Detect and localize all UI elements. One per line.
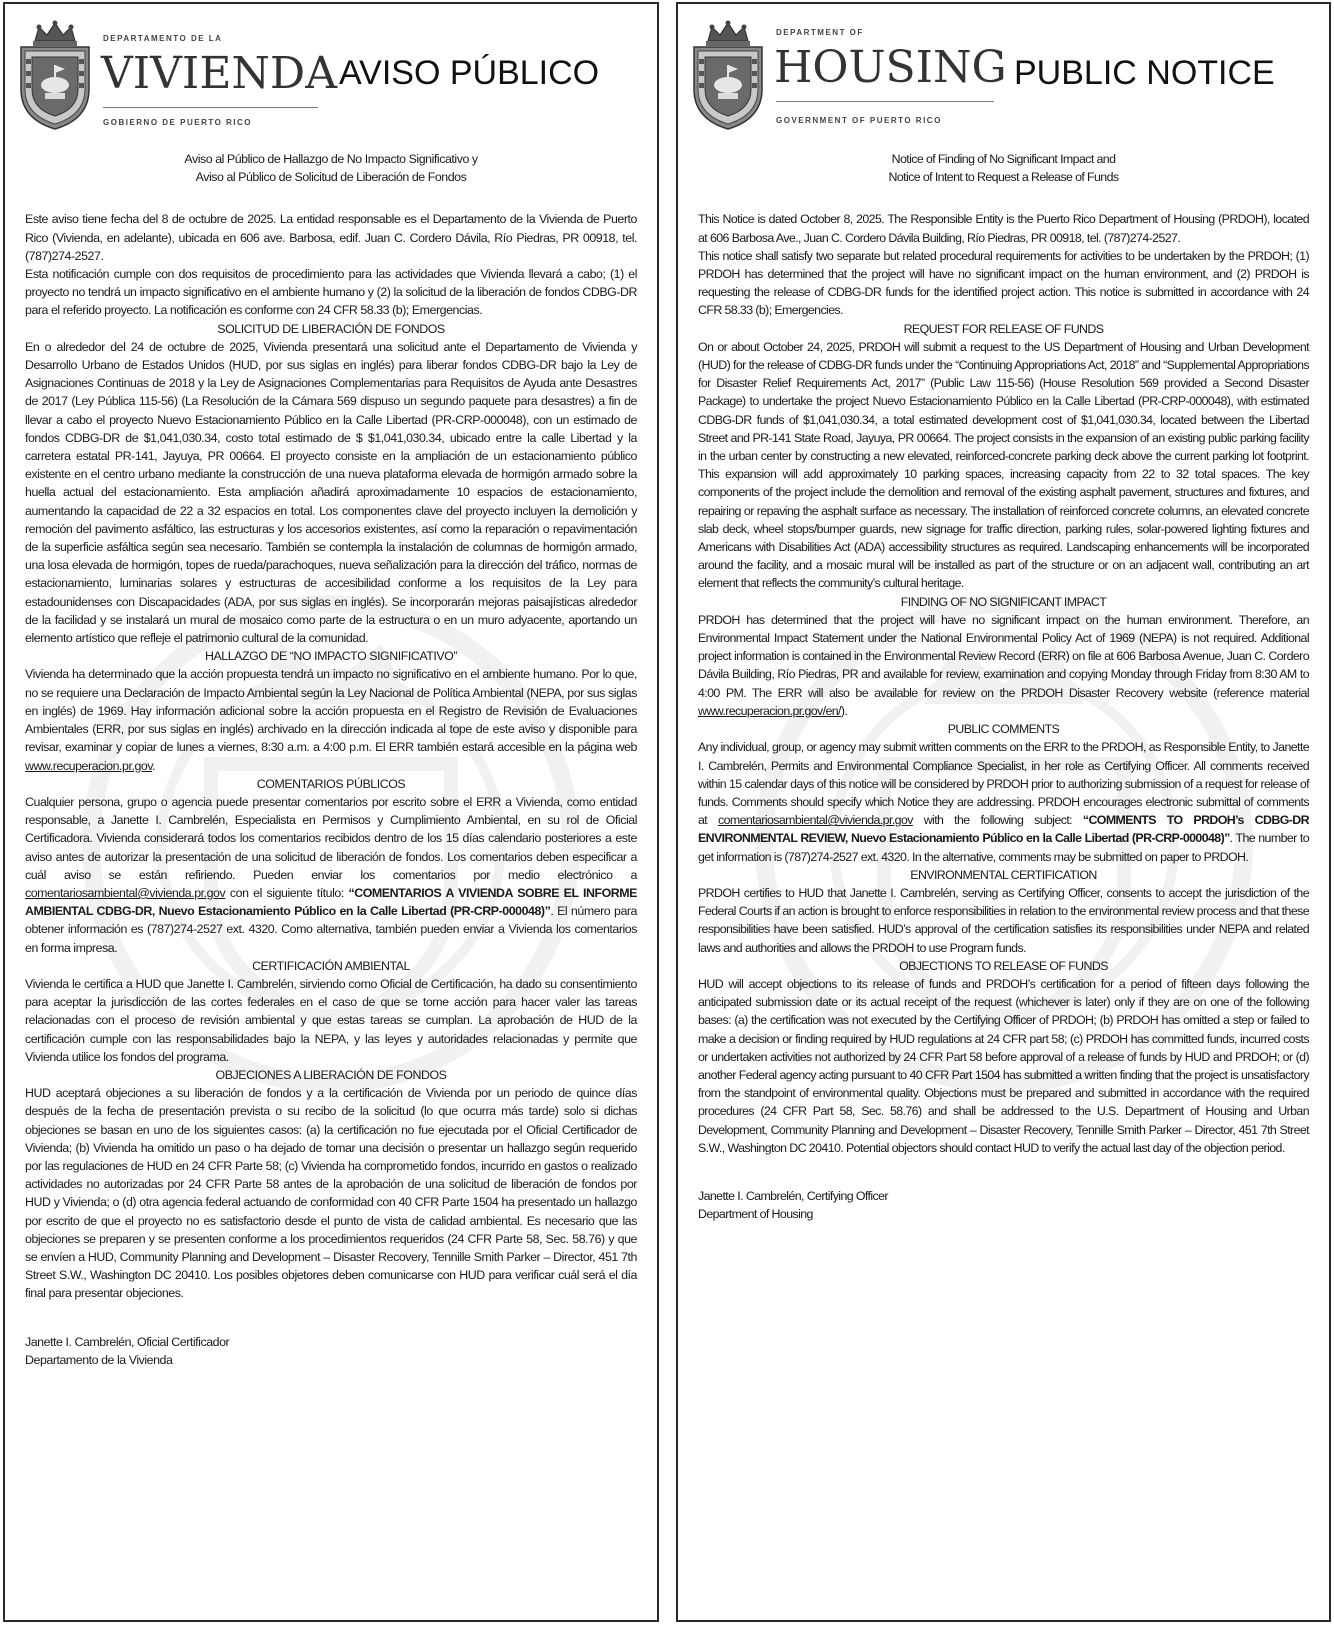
signature-block	[698, 1187, 1309, 1223]
signature-name: Janette I. Cambrelén, Certifying Officer	[698, 1188, 888, 1203]
puerto-rico-seal-icon	[688, 19, 768, 131]
comments-text-c: . The number to get information is (787)274-2527 ext. 4320. In the alternative, comments may be submitted on paper to PRDOH.	[698, 831, 1309, 864]
recuperacion-link[interactable]: www.recuperacion.pr.gov/en/	[698, 703, 841, 718]
notice-subtitle	[25, 150, 637, 186]
section-body-objections: HUD aceptará objeciones a su liberación de fondos y a la certificación de Vivienda por un periodo de quince días después de la fecha de presentación prevista o su recibo de la solicitud (lo que ocurra más tarde) solo si dichas objeciones se basan en uno de los siguientes casos: (a) la certificación no fue ejecutada por el Oficial Certificador de Vivienda; (b) Vivienda ha omitido un paso o ha dejado de tomar una decisión o presentar un hallazgo según requerido por las regulaciones de HUD en 24 CFR Parte 58; (c) Vivienda ha comprometido fondos, incurrido en gastos o realizado actividades no autorizadas por 24 CFR Parte 58 antes de la aprobación de una solicitud de liberación de fondos por HUD y Vivienda; o (d) otra agencia federal actuando de conformidad con 40 CFR Parte 1504 ha presentado un hallazgo por escrito de que el proyecto no es satisfactorio desde el punto de vista de calidad ambiental. Es necesario que las objeciones se preparen y se presenten conforme a los procedimientos requeridos (24 CFR Parte 58, Sec. 58.76) y que se envíen a HUD, Community Planning and Development – Disaster Recovery, Tennille Smith Parker – Director, 451 7th Street S.W., Washington DC 20410. Los posibles objetores deben comunicarse con HUD para verificar cuál será el día final para presentar objeciones.	[25, 1086, 637, 1301]
section-heading-environmental-certification: CERTIFICACIÓN AMBIENTAL	[252, 958, 410, 973]
logo-dept-name: VIVIENDA	[101, 48, 337, 99]
no-impact-text: Vivienda ha determinado que la acción propuesta tendrá un impacto no significativo en el ambiente humano. Por lo que, no se requiere una Declaración de Impacto Ambiental según la Ley Nacional de Política Ambiental (NEPA, por sus siglas en inglés) de 1969. Hay información adicional sobre la acción propuesta en el Registro de Revisión de Evaluaciones Ambientales (ERR, por sus siglas en inglés) archivado en la dirección indicada al tope de este aviso y disponible para revisar, examinar y copiar de lunes a viernes, 8:30 a.m. a 4:00 p.m. El ERR también estará accesible en la página web	[25, 667, 637, 755]
section-body-public-comments	[698, 738, 1309, 865]
recuperacion-link[interactable]: www.recuperacion.pr.gov	[25, 758, 153, 773]
section-body-environmental-certification: PRDOH certifies to HUD that Janette I. Cambrelén, serving as Certifying Officer, consents to accept the jurisdiction of the Federal Courts if an action is brought to enforce responsibilities in relation to the environmental review process and that these responsibilities have been satisfied. HUD’s approval of the certification satisfies its responsibilities under NEPA and related laws and authorities and allows the PRDOH to use Program funds.	[698, 885, 1309, 955]
subtitle-line-2: Notice of Intent to Request a Release of Funds	[888, 170, 1119, 185]
logo-rule	[103, 107, 318, 108]
intro-paragraph-1: This Notice is dated October 8, 2025. The Responsible Entity is the Puerto Rico Department of Housing (PRDOH), located at 606 Barbosa Ave., Juan C. Cordero Dávila Building, Río Piedras, PR 00918, tel. (787)274-2527.	[698, 212, 1309, 245]
logo-gov: GOVERNMENT OF PUERTO RICO	[776, 116, 942, 125]
notice-panel-english	[676, 2, 1331, 1622]
comments-text-c: . El número para obtener información es (787)274-2527 ext. 4320. Como alternativa, también pueden enviar a Vivienda los comentarios en forma impresa.	[25, 904, 637, 955]
section-body-public-comments	[25, 793, 637, 957]
subtitle-line-2: Aviso al Público de Solicitud de Liberación de Fondos	[195, 170, 467, 185]
comments-text-b: con el siguiente título:	[225, 885, 349, 900]
section-body-release-of-funds: On or about October 24, 2025, PRDOH will submit a request to the US Department of Housing and Urban Development (HUD) for the release of CDBG-DR funds under the “Continuing Appropriations Act, 2018” and “Supplemental Appropriations for Disaster Relief Requirements Act, 2017” (Public Law 115-56) (House Resolution 569 provided a Second Disaster Package) to undertake the project Nuevo Estacionamiento Público en la Calle Libertad (PR-CRP-000048), with estimated CDBG-DR funds of $1,041,030.34, a total estimated development cost of $1,041,030.34, located between the Libertad Street and PR-141 State Road, Jayuya, PR 00664. The project consists in the expansion of an existing public parking facility in the urban center by constructing a new elevated, reinforced-concrete parking deck above the current parking lot footprint. This expansion will add approximately 10 parking spaces, increasing capacity from 22 to 32 total spaces. The key components of the project include the demolition and removal of the existing asphalt pavement, structures and fixtures, and repairing or repaving the asphalt surface as necessary. The installation of reinforced concrete columns, an elevated concrete slab deck, wheel stops/bumper guards, new signage for traffic direction, parking rules, solar-powered lighting fixtures and Americans with Disabilities Act (ADA) accessibility structures as required. Landscaping enhancements will be incorporated around the facility, and a mosaic mural will be installed as part of the structure or on an adjacent wall, contributing an art element that reflects the community’s cultural heritage.	[698, 339, 1309, 591]
logo-gov: GOBIERNO DE PUERTO RICO	[103, 118, 253, 127]
intro-paragraph-1: Este aviso tiene fecha del 8 de octubre de 2025. La entidad responsable es el Departamento de la Vivienda de Puerto Rico (Vivienda, en adelante), ubicada en 606 ave. Barbosa, edif. Juan C. Cordero Dávila, Río Piedras, PR 00918, tel. (787)274-2527.	[25, 212, 637, 263]
no-impact-text-end: .	[152, 758, 156, 773]
no-impact-text: PRDOH has determined that the project will have no significant impact on the human environment. Therefore, an Environmental Impact Statement under the National Environmental Policy Act of 1969 (NEPA) is not required. Additional project information is contained in the Environmental Review Record (ERR) on file at 606 Barbosa Avenue, Juan C. Cordero Dávila Building, Río Piedras, PR and available for review, examination and copying Monday through Friday from 8:30 AM to 4:00 PM. The ERR will also be available for review on the PRDOH Disaster Recovery website (reference material	[698, 612, 1309, 700]
section-heading-release-of-funds: SOLICITUD DE LIBERACIÓN DE FONDOS	[217, 321, 445, 336]
intro-paragraph-2: Esta notificación cumple con dos requisitos de procedimiento para las actividades que Vivienda llevará a cabo; (1) el proyecto no tendrá un impacto significativo en el ambiente humano y (2) la solicitud de la liberación de fondos CDBG-DR para el referido proyecto. La notificación es conforme con 24 CFR 58.33 (b); Emergencias.	[25, 267, 637, 318]
notice-body	[698, 150, 1309, 1223]
section-body-no-impact	[25, 665, 637, 774]
signature-department: Department of Housing	[698, 1207, 813, 1222]
section-body-objections: HUD will accept objections to its release of funds and PRDOH’s certification for a period of fifteen days following the anticipated submission date or its actual receipt of the request (whichever is later) only if they are on one of the following bases: (a) the certification was not executed by the Certifying Officer of PRDOH; (b) PRDOH has omitted a step or failed to make a decision or finding required by HUD regulations at 24 CFR part 58; (c) PRDOH has committed funds, incurred costs or undertaken activities not authorized by 24 CFR Part 58 before approval of a release of funds by HUD and PRDOH; or (d) another Federal agency acting pursuant to 40 CFR Part 1504 has submitted a written finding that the project is unsatisfactory from the standpoint of environmental quality. Objections must be prepared and submitted in accordance with the required procedures (24 CFR Part 58, Sec. 58.76) and shall be addressed to the U.S. Department of Housing and Urban Development, Community Planning and Development – Disaster Recovery, Tennille Smith Parker – Director, 451 7th Street S.W., Washington DC 20410. Potential objectors should contact HUD to verify the actual last day of the objection period.	[698, 976, 1309, 1155]
comments-email-link[interactable]: comentariosambiental@vivienda.pr.gov	[717, 813, 913, 828]
section-body-environmental-certification: Vivienda le certifica a HUD que Janette I. Cambrelén, sirviendo como Oficial de Certificación, ha dado su consentimiento para aceptar la jurisdicción de las cortes federales en el caso de que se tome acción para hacer valer las tareas relacionadas con el proceso de revisión ambiental y que estas tareas se cumplan. La aprobación de HUD de la certificación cumple con las responsabilidades bajo la NEPA, y las leyes y autoridades relacionadas y permite que Vivienda utilice los fondos del programa.	[25, 976, 637, 1064]
signature-department: Departamento de la Vivienda	[25, 1352, 173, 1367]
intro-paragraph-2: This notice shall satisfy two separate but related procedural requirements for activities to be undertaken by the PRDOH; (1) PRDOH has determined that the project will have no significant impact on the human environment, and (2) PRDOH is requesting the release of CDBG-DR funds for the identified project action. This notice is submitted in accordance with 24 CFR 58.33 (b); Emergencies.	[698, 248, 1309, 318]
section-heading-environmental-certification: ENVIRONMENTAL CERTIFICATION	[910, 867, 1097, 882]
subtitle-line-1: Notice of Finding of No Significant Impact and	[891, 152, 1116, 166]
signature-block	[25, 1333, 637, 1369]
notice-header	[5, 4, 657, 136]
section-heading-objections: OBJECTIONS TO RELEASE OF FUNDS	[899, 958, 1108, 973]
logo-dept-name: HOUSING	[774, 42, 1007, 93]
comments-subject: “COMENTARIOS A VIVIENDA SOBRE EL INFORME AMBIENTAL CDBG-DR, Nuevo Estacionamiento Público en la Calle Libertad (PR-CRP-000048)”	[25, 885, 637, 919]
section-body-no-impact	[698, 611, 1309, 720]
section-heading-release-of-funds: REQUEST FOR RELEASE OF FUNDS	[903, 321, 1104, 336]
comments-text-a: Any individual, group, or agency may submit written comments on the ERR to the PRDOH, as Responsible Entity, to Janette I. Cambrelén, Permits and Environmental Compliance Specialist, in her role as Certifying Officer. All comments received within 15 calendar days of this notice will be considered by PRDOH prior to authorizing submission of a request for release of funds. Comments should specify which Notice they are addressing. PRDOH encourages electronic submittal of comments at	[698, 740, 1309, 828]
signature-name: Janette I. Cambrelén, Oficial Certificador	[25, 1334, 230, 1349]
logo-rule	[776, 101, 994, 102]
section-heading-no-impact: FINDING OF NO SIGNIFICANT IMPACT	[900, 594, 1107, 609]
logo-dept-of: DEPARTMENT OF	[776, 28, 864, 37]
notice-panel-spanish	[3, 2, 659, 1622]
notice-title: PUBLIC NOTICE	[1014, 54, 1275, 92]
logo-dept-of: DEPARTAMENTO DE LA	[103, 34, 223, 43]
notice-subtitle	[698, 150, 1309, 186]
comments-email-link[interactable]: comentariosambiental@vivienda.pr.gov	[25, 885, 226, 900]
section-body-release-of-funds: En o alrededor del 24 de octubre de 2025, Vivienda presentará una solicitud ante el Departamento de Vivienda y Desarrollo Urbano de Estados Unidos (HUD, por sus siglas en inglés) para liberar fondos CDBG-DR bajo la Ley de Asignaciones Continuas de 2018 y la Ley de Asignaciones Complementarias para Requisitos de Ayuda ante Desastres de 2017 (Ley Pública 115-56) (La Resolución de la Cámara 569 dispuso un segundo paquete para desastres) a fin de llevar a cabo el proyecto Nuevo Estacionamiento Público en la Calle Libertad (PR-CRP-000048), con un estimado de fondos CDBG-DR de $1,041,030.34, costo total estimado de $ $1,041,030.34, ubicado entre la calle Libertad y la carretera estatal PR-141, Jayuya, PR 00664. El proyecto consiste en la ampliación de un estacionamiento público existente en el centro urbano mediante la construcción de una nueva plataforma elevada de hormigón armado sobre la huella actual del estacionamiento. Esta ampliación añadirá aproximadamente 10 espacios de estacionamiento, aumentando la capacidad de 22 a 32 espacios en total. Los componentes clave del proyecto incluyen la demolición y remoción del pavimento asfáltico, las estructuras y los accesorios existentes, así como la reparación o repavimentación de la superficie asfáltica según sea necesario. También se contempla la instalación de columnas de hormigón armado, una losa elevada de hormigón, topes de rueda/parachoques, nueva señalización para la dirección del tráfico, normas de estacionamiento, luminarias solares y estructuras de accesibilidad conforme a los requisitos de la Ley para estadounidenses con Discapacidades (ADA, por sus siglas en inglés). Se incorporarán mejoras paisajísticas alrededor de la facilidad y se instalará un mural de mosaico como parte de la estructura o en un muro adyacente, aportando un elemento artístico que refleje el patrimonio cultural de la comunidad.	[25, 339, 637, 646]
section-heading-public-comments: PUBLIC COMMENTS	[947, 722, 1060, 737]
comments-text-a: Cualquier persona, grupo o agencia puede presentar comentarios por escrito sobre el ERR a Vivienda, como entidad responsable, a Janette I. Cambrelén, Especialista en Permisos y Cumplimiento Ambiental, en su rol de Oficial Certificadora. Vivienda considerará todos los comentarios recibidos dentro de los 15 días calendario posteriores a este aviso antes de autorizar la presentación de una solicitud de liberación de fondos. Los comentarios deben especificar a cuál aviso se están refiriendo. Pueden enviar los comentarios por medio electrónico a	[25, 794, 637, 882]
comments-subject: “COMMENTS TO PRDOH’s CDBG-DR ENVIRONMENTAL REVIEW, Nuevo Estacionamiento Público en la Calle Libertad (PR-CRP-000048)”	[698, 813, 1309, 846]
subtitle-line-1: Aviso al Público de Hallazgo de No Impacto Significativo y	[184, 152, 478, 166]
notice-header	[678, 4, 1329, 136]
comments-text-b: with the following subject:	[912, 813, 1083, 828]
puerto-rico-seal-icon	[15, 19, 95, 131]
section-heading-objections: OBJECIONES A LIBERACIÓN DE FONDOS	[215, 1067, 447, 1082]
notice-title: AVISO PÚBLICO	[339, 54, 600, 92]
no-impact-text-end: ).	[840, 703, 848, 718]
section-heading-no-impact: HALLAZGO DE “NO IMPACTO SIGNIFICATIVO”	[204, 649, 458, 664]
notice-body	[25, 150, 637, 1369]
section-heading-public-comments: COMENTARIOS PÚBLICOS	[256, 776, 406, 791]
